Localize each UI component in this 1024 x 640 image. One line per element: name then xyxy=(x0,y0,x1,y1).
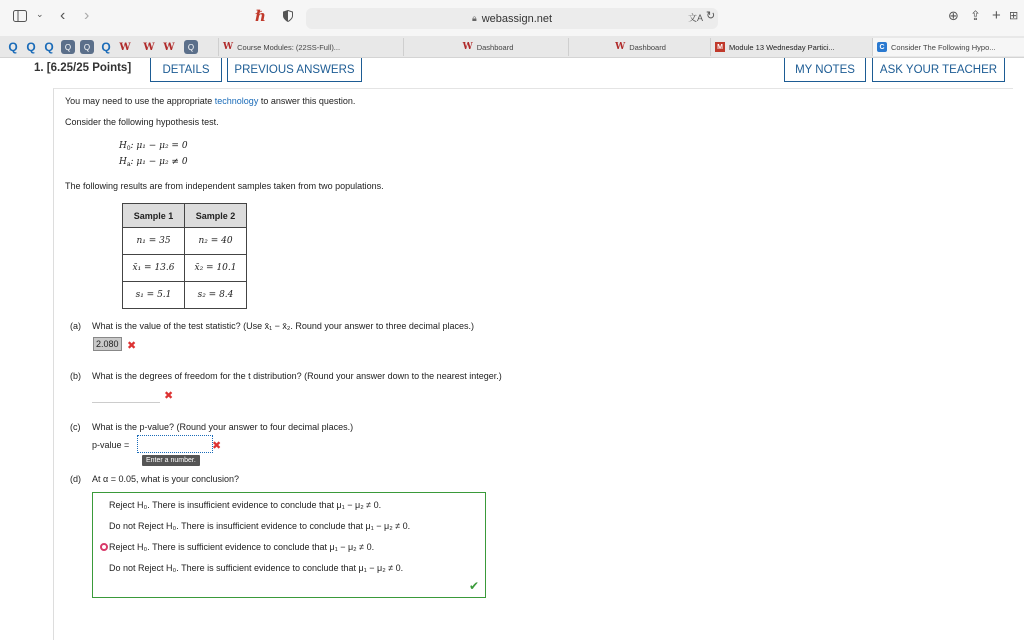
my-notes-button[interactable]: MY NOTES xyxy=(784,58,866,82)
choice-option[interactable]: Reject H₀. There is insufficient evidence to conclude that μ₁ − μ₂ ≠ 0. xyxy=(109,500,382,510)
table-cell: x̄₁ = 13.6 xyxy=(123,255,185,282)
samples-table xyxy=(122,203,247,309)
degrees-of-freedom-input[interactable] xyxy=(92,389,160,403)
tab-course-modules[interactable] xyxy=(218,38,403,56)
table-row xyxy=(123,228,247,255)
tab-bar xyxy=(0,36,1024,58)
question-body xyxy=(53,88,1013,640)
part-d-label: (d) xyxy=(70,474,81,484)
null-hypothesis: $H_0$: μ₁ − μ₂ = 0 xyxy=(119,141,188,152)
table-row xyxy=(123,282,247,309)
pinned-webassign-icon[interactable]: W xyxy=(119,41,131,53)
test-statistic-input[interactable]: 2.080 xyxy=(93,337,122,351)
pinned-search-icon[interactable]: Q xyxy=(8,40,18,54)
details-button[interactable]: DETAILS xyxy=(150,58,222,82)
browser-toolbar xyxy=(0,0,1024,36)
shield-icon[interactable] xyxy=(283,10,293,25)
download-icon[interactable]: ⊕ xyxy=(948,8,959,23)
correct-check-icon: ✔ xyxy=(468,579,479,593)
chevron-down-icon[interactable]: ⌄ xyxy=(36,9,44,19)
conclusion-choices xyxy=(92,492,486,598)
share-icon[interactable]: ⇪ xyxy=(970,8,981,23)
pvalue-label: p-value = xyxy=(92,440,130,450)
part-b-label: (b) xyxy=(70,371,81,381)
previous-answers-button[interactable]: PREVIOUS ANSWERS xyxy=(227,58,362,82)
table-cell: n₂ = 40 xyxy=(185,228,247,255)
url-text: webassign.net xyxy=(481,12,553,25)
table-cell: n₁ = 35 xyxy=(123,228,185,255)
part-b-question: What is the degrees of freedom for the t distribution? (Round your answer down to the nearest integer.) xyxy=(92,371,502,381)
pinned-webassign-icon[interactable]: W xyxy=(143,41,155,53)
tab-label: Dashboard xyxy=(476,42,514,52)
address-bar[interactable] xyxy=(306,8,718,29)
table-header: Sample 2 xyxy=(185,204,247,228)
tab-overview-icon[interactable]: ⊞ xyxy=(1009,10,1019,22)
table-header-row xyxy=(123,204,247,228)
part-d-question: At α = 0.05, what is your conclusion? xyxy=(92,474,240,484)
intro-text: You may need to use the appropriate technology to answer this question. xyxy=(65,96,356,106)
table-row xyxy=(123,255,247,282)
forward-icon[interactable]: › xyxy=(84,7,90,24)
pinned-tab-icon[interactable]: Q xyxy=(61,40,75,54)
tab-label: Dashboard xyxy=(629,42,666,52)
pinned-webassign-icon[interactable]: W xyxy=(163,41,175,53)
webassign-icon: W xyxy=(462,42,473,52)
tab-label: Course Modules: (22SS-Full)... xyxy=(237,42,341,52)
part-c-question: What is the p-value? (Round your answer to four decimal places.) xyxy=(92,422,354,432)
pvalue-input[interactable] xyxy=(137,435,213,453)
radio-selected-icon[interactable] xyxy=(100,543,108,551)
webassign-icon: W xyxy=(223,42,234,52)
tab-dashboard-1[interactable] xyxy=(403,38,568,56)
choice-option-selected[interactable]: Reject H₀. There is sufficient evidence to conclude that μ₁ − μ₂ ≠ 0. xyxy=(109,542,374,552)
consider-text: Consider the following hypothesis test. xyxy=(65,117,219,127)
pinned-search-icon[interactable]: Q xyxy=(44,40,54,54)
translate-icon[interactable]: 文A xyxy=(688,13,704,23)
extension-h-icon[interactable]: ℏ xyxy=(255,7,266,25)
new-tab-icon[interactable]: + xyxy=(992,7,1001,24)
table-cell: s₂ = 8.4 xyxy=(185,282,247,309)
choice-option[interactable]: Do not Reject H₀. There is insufficient evidence to conclude that μ₁ − μ₂ ≠ 0. xyxy=(109,521,411,531)
incorrect-icon: ✖ xyxy=(127,340,137,352)
tab-label: Module 13 Wednesday Partici... xyxy=(729,42,835,52)
question-number: 1. [6.25/25 Points] xyxy=(34,62,132,74)
part-a-question: What is the value of the test statistic? (Use x̄₁ − x̄₂. Round your answer to three decimal places.) xyxy=(92,321,474,331)
choice-option[interactable]: Do not Reject H₀. There is sufficient evidence to conclude that μ₁ − μ₂ ≠ 0. xyxy=(109,563,404,573)
part-c-label: (c) xyxy=(70,422,81,432)
incorrect-icon: ✖ xyxy=(164,390,174,402)
results-intro: The following results are from independent samples taken from two populations. xyxy=(65,181,384,191)
pinned-tab-icon[interactable]: Q xyxy=(80,40,94,54)
webassign-icon: W xyxy=(615,42,626,52)
tab-module-13[interactable] xyxy=(710,38,872,56)
incorrect-icon: ✖ xyxy=(212,440,222,452)
table-header: Sample 1 xyxy=(123,204,185,228)
tab-label: Consider The Following Hypo... xyxy=(891,42,996,52)
tab-dashboard-2[interactable] xyxy=(568,38,708,56)
ask-teacher-button[interactable]: ASK YOUR TEACHER xyxy=(872,58,1005,82)
alternative-hypothesis: $H_a$: μ₁ − μ₂ ≠ 0 xyxy=(119,157,188,168)
question-header xyxy=(0,58,1024,86)
back-icon[interactable]: ‹ xyxy=(60,7,66,24)
pinned-search-icon[interactable]: Q xyxy=(26,40,36,54)
chegg-icon: C xyxy=(877,42,887,52)
input-tooltip: Enter a number. xyxy=(142,455,200,466)
part-a-label: (a) xyxy=(70,321,81,331)
module-icon: M xyxy=(715,42,725,52)
pinned-tab-icon[interactable]: Q xyxy=(184,40,198,54)
tab-consider-following[interactable] xyxy=(872,38,1024,56)
technology-link[interactable]: technology xyxy=(214,96,259,106)
pinned-search-icon[interactable]: Q xyxy=(101,40,111,54)
table-cell: s₁ = 5.1 xyxy=(123,282,185,309)
sidebar-toggle-icon[interactable] xyxy=(13,10,27,25)
lock-icon: 🔒︎ xyxy=(471,13,477,23)
table-cell: x̄₂ = 10.1 xyxy=(185,255,247,282)
reload-icon[interactable]: ↻ xyxy=(706,10,716,22)
